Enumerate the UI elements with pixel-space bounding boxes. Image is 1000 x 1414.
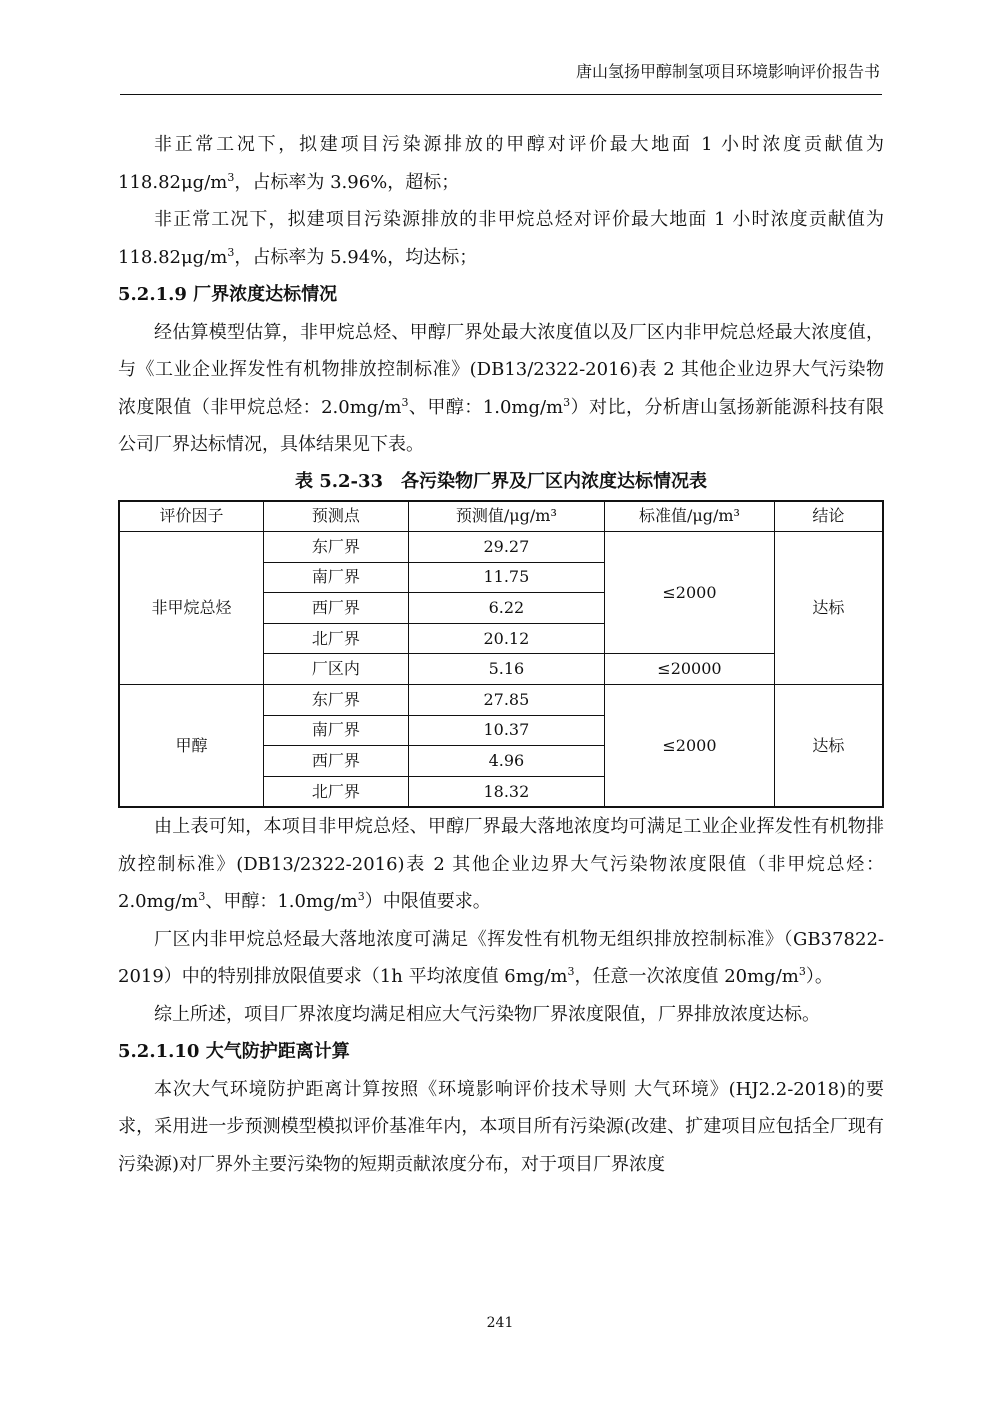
header-cell: 结论 (774, 501, 883, 532)
section-heading-boundary: 5.2.1.9 厂界浓度达标情况 (118, 284, 338, 305)
text-span: 非正常工况下，拟建项目污染源排放的甲醇对评价最大地面 1 小时浓度贡献值为 118.82μg/m (118, 134, 884, 193)
value-cell: 18.32 (408, 776, 605, 807)
point-cell: 北厂界 (264, 623, 409, 654)
point-cell: 北厂界 (264, 776, 409, 807)
text-span: 由上表可知，本项目非甲烷总烃、甲醇厂界最大落地浓度均可满足工业企业挥发性有机物排放控制标准》(DB13/2322-2016)表 2 其他企业边界大气污染物浓度限值（非甲烷总烃：2.0mg/m (118, 816, 884, 913)
value-cell: 29.27 (408, 532, 605, 563)
conclusion-cell: 达标 (774, 685, 883, 808)
value-cell: 27.85 (408, 685, 605, 716)
text-span: ，任意一次浓度值 20mg/m (574, 966, 799, 988)
running-header: 唐山氢扬甲醇制氢项目环境影响评价报告书 (575, 62, 880, 81)
superscript: 3 (198, 890, 206, 904)
point-cell: 南厂界 (264, 715, 409, 746)
superscript: 3 (567, 965, 575, 979)
page-number: 241 (486, 1315, 514, 1331)
value-cell: 10.37 (408, 715, 605, 746)
conclusion-cell: 达标 (774, 532, 883, 685)
superscript: 3 (227, 245, 235, 259)
section-heading-protection-distance: 5.2.1.10 大气防护距离计算 (118, 1041, 350, 1063)
point-cell: 厂区内 (264, 654, 409, 685)
text-span: ，占标率为 5.94%，均达标； (234, 246, 478, 268)
point-cell: 东厂界 (264, 532, 409, 563)
point-cell: 南厂界 (264, 562, 409, 593)
standard-cell: ≤2000 (605, 532, 775, 654)
value-cell: 20.12 (408, 623, 605, 654)
standard-cell: ≤2000 (605, 685, 775, 808)
superscript: 3 (401, 395, 409, 409)
text-span: 、甲醇：1.0mg/m (205, 891, 358, 913)
superscript: 3 (563, 395, 571, 409)
value-cell: 11.75 (408, 562, 605, 593)
point-cell: 东厂界 (264, 685, 409, 716)
value-cell: 6.22 (408, 593, 605, 624)
text-span: 经估算模型估算，非甲烷总烃、甲醇厂界处最大浓度值以及厂区内非甲烷总烃最大浓度值，与《工业企业挥发性有机物排放控制标准》(DB13/2322-2016)表 2 其他企业边界大气污染物浓度限值（非甲烷总烃：2.0mg/m (118, 321, 884, 418)
paragraph-conclusion-boundary (118, 808, 884, 921)
paragraph-boundary-method (118, 314, 884, 464)
superscript: 3 (357, 890, 365, 904)
paragraph-nmhc-abnormal (118, 201, 884, 276)
superscript: 3 (798, 965, 806, 979)
table-row (119, 532, 883, 563)
table-row (119, 685, 883, 716)
value-cell: 5.16 (408, 654, 605, 685)
boundary-concentration-table (118, 500, 884, 809)
page-content (118, 126, 884, 1183)
paragraph-methanol-abnormal (118, 126, 884, 201)
text-span: ）。 (805, 966, 833, 988)
text-span: ，占标率为 3.96%，超标； (234, 171, 460, 193)
text-span: ）中限值要求。 (364, 891, 491, 913)
paragraph-protection-distance: 本次大气环境防护距离计算按照《环境影响评价技术导则 大气环境》(HJ2.2-2018)的要求，采用进一步预测模型模拟评价基准年内，本项目所有污染源(改建、扩建项目应包括全厂现有污染源)对厂界外主要污染物的短期贡献浓度分布，对于项目厂界浓度 (118, 1078, 884, 1175)
factor-cell: 非甲烷总烃 (119, 532, 264, 685)
header-cell: 标准值/μg/m³ (605, 501, 775, 532)
paragraph-summary: 综上所述，项目厂界浓度均满足相应大气污染物厂界浓度限值，厂界排放浓度达标。 (154, 1003, 820, 1025)
paragraph-conclusion-inside (118, 921, 884, 996)
header-cell: 评价因子 (119, 501, 264, 532)
header-cell: 预测点 (264, 501, 409, 532)
value-cell: 4.96 (408, 746, 605, 777)
text-span: 非正常工况下，拟建项目污染源排放的非甲烷总烃对评价最大地面 1 小时浓度贡献值为 118.82μg/m (118, 209, 884, 268)
factor-cell: 甲醇 (119, 685, 264, 808)
text-span: 厂区内非甲烷总烃最大落地浓度可满足《挥发性有机物无组织排放控制标准》（GB37822-2019）中的特别排放限值要求（1h 平均浓度值 6mg/m (118, 928, 884, 988)
superscript: 3 (227, 170, 235, 184)
text-span: ）对比，分析唐山氢扬新能源科技有限公司厂界达标情况，具体结果见下表。 (118, 396, 884, 455)
header-cell: 预测值/μg/m³ (408, 501, 605, 532)
header-rule (120, 94, 882, 95)
point-cell: 西厂界 (264, 746, 409, 777)
table-caption: 表 5.2-33 各污染物厂界及厂区内浓度达标情况表 (294, 470, 708, 492)
point-cell: 西厂界 (264, 593, 409, 624)
text-span: 、甲醇：1.0mg/m (408, 396, 564, 418)
standard-cell: ≤20000 (605, 654, 775, 685)
table-header-row (119, 501, 883, 532)
